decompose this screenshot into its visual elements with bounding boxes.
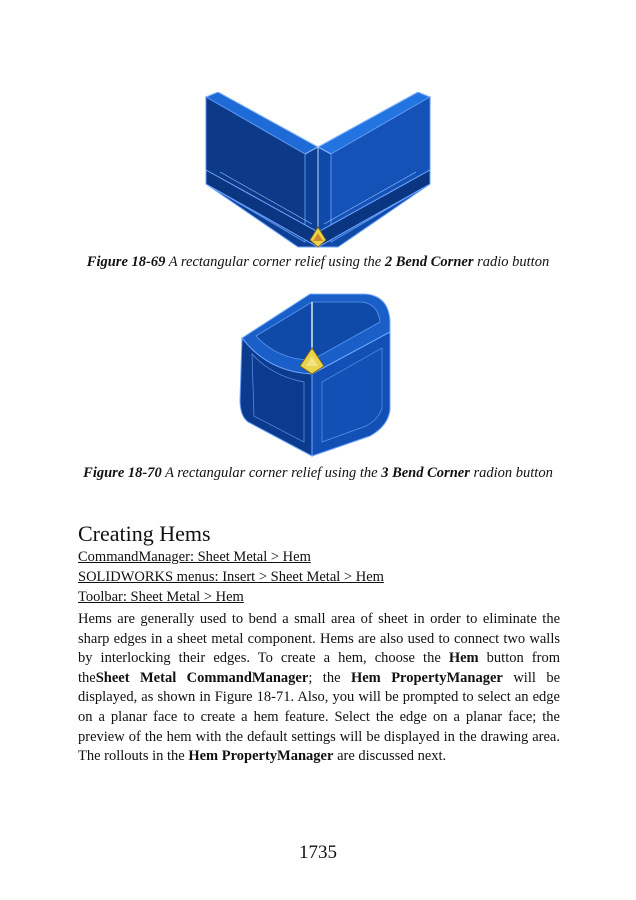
menu-path-commandmanager[interactable]: CommandManager: Sheet Metal > Hem [78, 549, 311, 565]
menu-path-solidworks-menus[interactable]: SOLIDWORKS menus: Insert > Sheet Metal > Hem [78, 569, 384, 585]
figure-18-70-image [238, 290, 394, 460]
figure-label: Figure 18-70 [83, 465, 162, 481]
paragraph-term: Hem [448, 650, 479, 667]
paragraph-text: button from the [78, 650, 560, 686]
paragraph-term: Sheet Metal CommandManager [95, 669, 309, 686]
figure-18-69-caption [78, 252, 558, 272]
caption-text: A rectangular corner relief using the [161, 465, 382, 481]
caption-text: radio button [473, 254, 550, 270]
page-number: 1735 [299, 842, 337, 863]
caption-term: 2 Bend Corner [384, 254, 474, 270]
figure-label: Figure 18-69 [86, 254, 166, 270]
paragraph-term: Hem PropertyManager [350, 669, 503, 686]
menu-path-toolbar[interactable]: Toolbar: Sheet Metal > Hem [78, 589, 244, 605]
paragraph-text: will be displayed, as shown in Figure 18-71. Also, you will be prompted to select an edge on a planar face to create a hem feature. Select the edge on a planar face; the preview of the hem with the default settings will be displayed in the drawing area. The rollouts in the [78, 669, 561, 765]
body-paragraph [78, 610, 560, 767]
caption-text: radion button [469, 465, 553, 481]
paragraph-term: Hem PropertyManager [188, 748, 334, 765]
figure-18-70-caption [78, 463, 558, 483]
caption-term: 3 Bend Corner [381, 465, 470, 481]
paragraph-text: are discussed next. [333, 748, 447, 765]
section-heading: Creating Hems [78, 521, 211, 546]
paragraph-text: Hems are generally used to bend a small area of sheet in order to eliminate the sharp edges in a sheet metal component. Hems are also used to connect two walls by interlocking their edges. To create a hem, choose the [78, 611, 560, 667]
paragraph-text: ; the [308, 669, 351, 686]
caption-text: A rectangular corner relief using the [165, 254, 385, 270]
figure-18-69-image [200, 92, 436, 250]
